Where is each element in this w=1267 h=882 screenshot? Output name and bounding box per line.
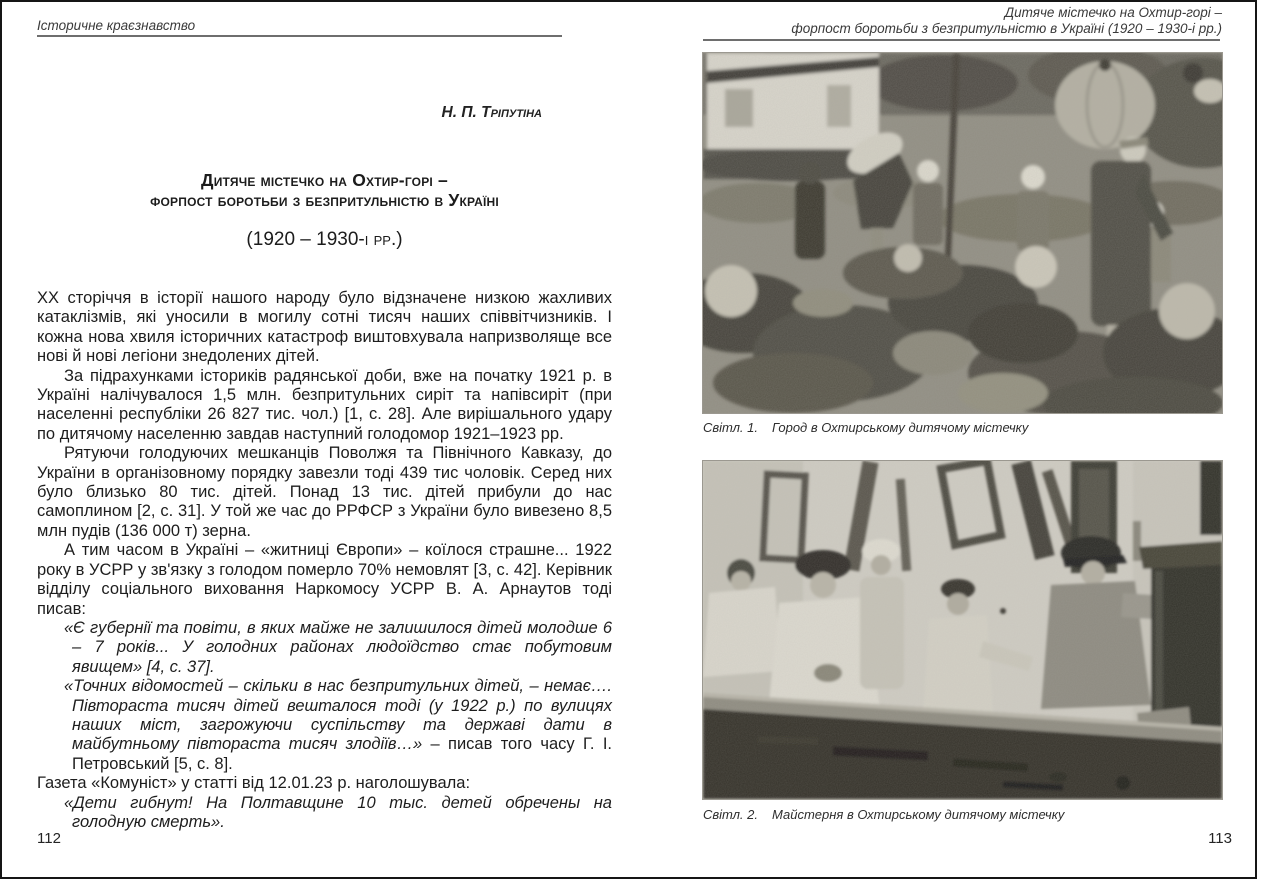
quote-text: «Точних відомостей – скільки в нас безпритульних дітей, – немає…. Півтораста тисяч дітей вешталося тоді (у 1922 р.) по вулицях наших міст, загрожуючи суспільству та державі дати в майбутньому півтораста тисяч злодіїв…» [64,677,612,754]
running-header-left: Історичне краєзнавство [37,18,196,33]
header-rule-right [703,39,1220,41]
page-number-left: 112 [37,830,61,847]
article-subtitle: (1920 – 1930-і рр.) [246,229,403,250]
paragraph: ХХ сторіччя в історії нашого народу було відзначене низкою жахливих катаклізмів, які уносили в могилу сотні тисяч наших співвітчизників. І кожна нова хвиля історичних катастроф виштовхувала напризволяще все нові й нові легіони знедолених дітей. [37,289,612,366]
article-body [37,289,612,832]
figure-caption-1 [703,420,1028,435]
article-title-line2: форпост боротьби з безпритульністю в Україні [150,190,499,210]
running-header-right-line1: Дитяче містечко на Охтир-горі – [1004,5,1222,20]
page-number-right: 113 [1208,830,1232,847]
caption-text: Майстерня в Охтирському дитячому містечку [772,807,1065,822]
article-title-line1: Дитяче містечко на Охтир-горі – [201,170,448,190]
header-rule-left [37,35,562,37]
paragraph: А тим часом в Україні – «житниці Європи» – коїлося страшне... 1922 року в УСРР у зв'язку з голодом померло 70% немовлят [3, с. 42]. Керівник відділу соціального виховання Наркомосу УСРР В. А. Арнаутов тоді писав: [37,541,612,618]
article-title [37,170,612,210]
figure-caption-2 [703,807,1064,822]
photo-garden [703,53,1222,413]
author-name: Н. П. Тріпутіна [441,104,542,121]
quote-attribution: – писав того часу Г. І. Петровський [5, с. 8]. [72,735,612,773]
paragraph: Рятуючи голодуючих мешканців Поволжя та Північного Кавказу, до України в організовному порядку завезли тоді 439 тис чоловік. Серед них було близько 80 тис. дітей. Понад 13 тис. дітей прибули до нас самоплином [2, с. 31]. У той же час до РРФСР з України було вивезено 8,5 млн пудів (136 000 т) зерна. [37,444,612,540]
figure-1 [703,53,1222,413]
quote-paragraph [64,677,612,774]
photo-workshop [703,461,1222,799]
running-header-right [650,5,1222,37]
caption-label: Світл. 2. [703,807,759,822]
paragraph: Газета «Комуніст» у статті від 12.01.23 р. наголошувала: [37,774,471,793]
caption-label: Світл. 1. [703,420,759,435]
quote-paragraph: «Дети гибнут! На Полтавщине 10 тыс. детей обречены на голодную смерть». [64,793,612,831]
quote-paragraph: «Є губернії та повіти, в яких майже не залишилося дітей молодше 6 – 7 років... У голодних районах людоїдство стає побутовим явищем» [4, с. 37]. [64,618,612,676]
running-header-right-line2: форпост боротьби з безпритульністю в Україні (1920 – 1930-і рр.) [791,21,1222,36]
paragraph: За підрахунками істориків радянської доби, вже на початку 1921 р. в Україні налічувалося 1,5 млн. безпритульних сиріт та напівсиріт (при населенні республіки 26 827 тис. чол.) [1, с. 28]. Але вирішального удару по дитячому населенню завдав наступний голодомор 1921–1923 рр. [37,366,612,443]
figure-2 [703,461,1222,799]
caption-text: Город в Охтирському дитячому містечку [772,420,1029,435]
